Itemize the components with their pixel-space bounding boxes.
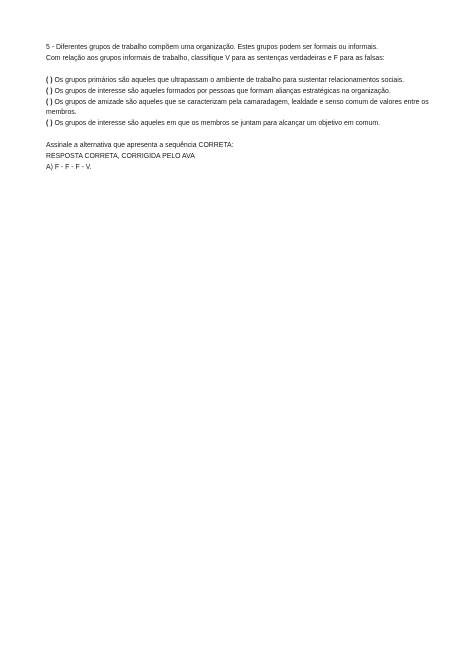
- statement-item-3: [46, 98, 436, 120]
- statement-text: Os grupos de interesse são aqueles em que os membros se juntam para alcançar um objetivo em comum.: [54, 120, 380, 128]
- statement-mark: ( ): [46, 120, 53, 128]
- spacer: [46, 65, 436, 76]
- spacer: [46, 130, 436, 141]
- statement-mark: ( ): [46, 98, 53, 106]
- answer-note: RESPOSTA CORRETA, CORRIGIDA PELO AVA: [46, 153, 195, 161]
- answer-line: [46, 163, 436, 174]
- question-intro-line1: 5 - Diferentes grupos de trabalho compõem uma organização. Estes grupos podem ser formais ou informais.: [46, 44, 379, 51]
- statement-text: Os grupos de interesse são aqueles formados por pessoas que formam alianças estratégicas na organização.: [54, 87, 391, 95]
- statement-mark: ( ): [46, 87, 53, 95]
- statement-item-4: [46, 119, 436, 130]
- statement-mark: ( ): [46, 76, 53, 84]
- statement-text: Os grupos primários são aqueles que ultrapassam o ambiente de trabalho para sustentar relacionamentos sociais.: [54, 76, 405, 84]
- question-prompt: Assinale a alternativa que apresenta a sequência CORRETA:: [46, 142, 234, 150]
- statement-item-1: [46, 76, 436, 87]
- answer-label: A): [46, 163, 53, 171]
- question-block: [46, 43, 436, 174]
- answer-value: F - F - F - V.: [54, 163, 92, 171]
- question-intro-line2: Com relação aos grupos informais de trabalho, classifique V para as sentenças verdadeiras e F para as falsas:: [46, 54, 385, 62]
- statement-item-2: [46, 87, 436, 98]
- statement-text: Os grupos de amizade são aqueles que se caracterizam pela camaradagem, lealdade e senso comum de valores entre os membros.: [46, 98, 429, 117]
